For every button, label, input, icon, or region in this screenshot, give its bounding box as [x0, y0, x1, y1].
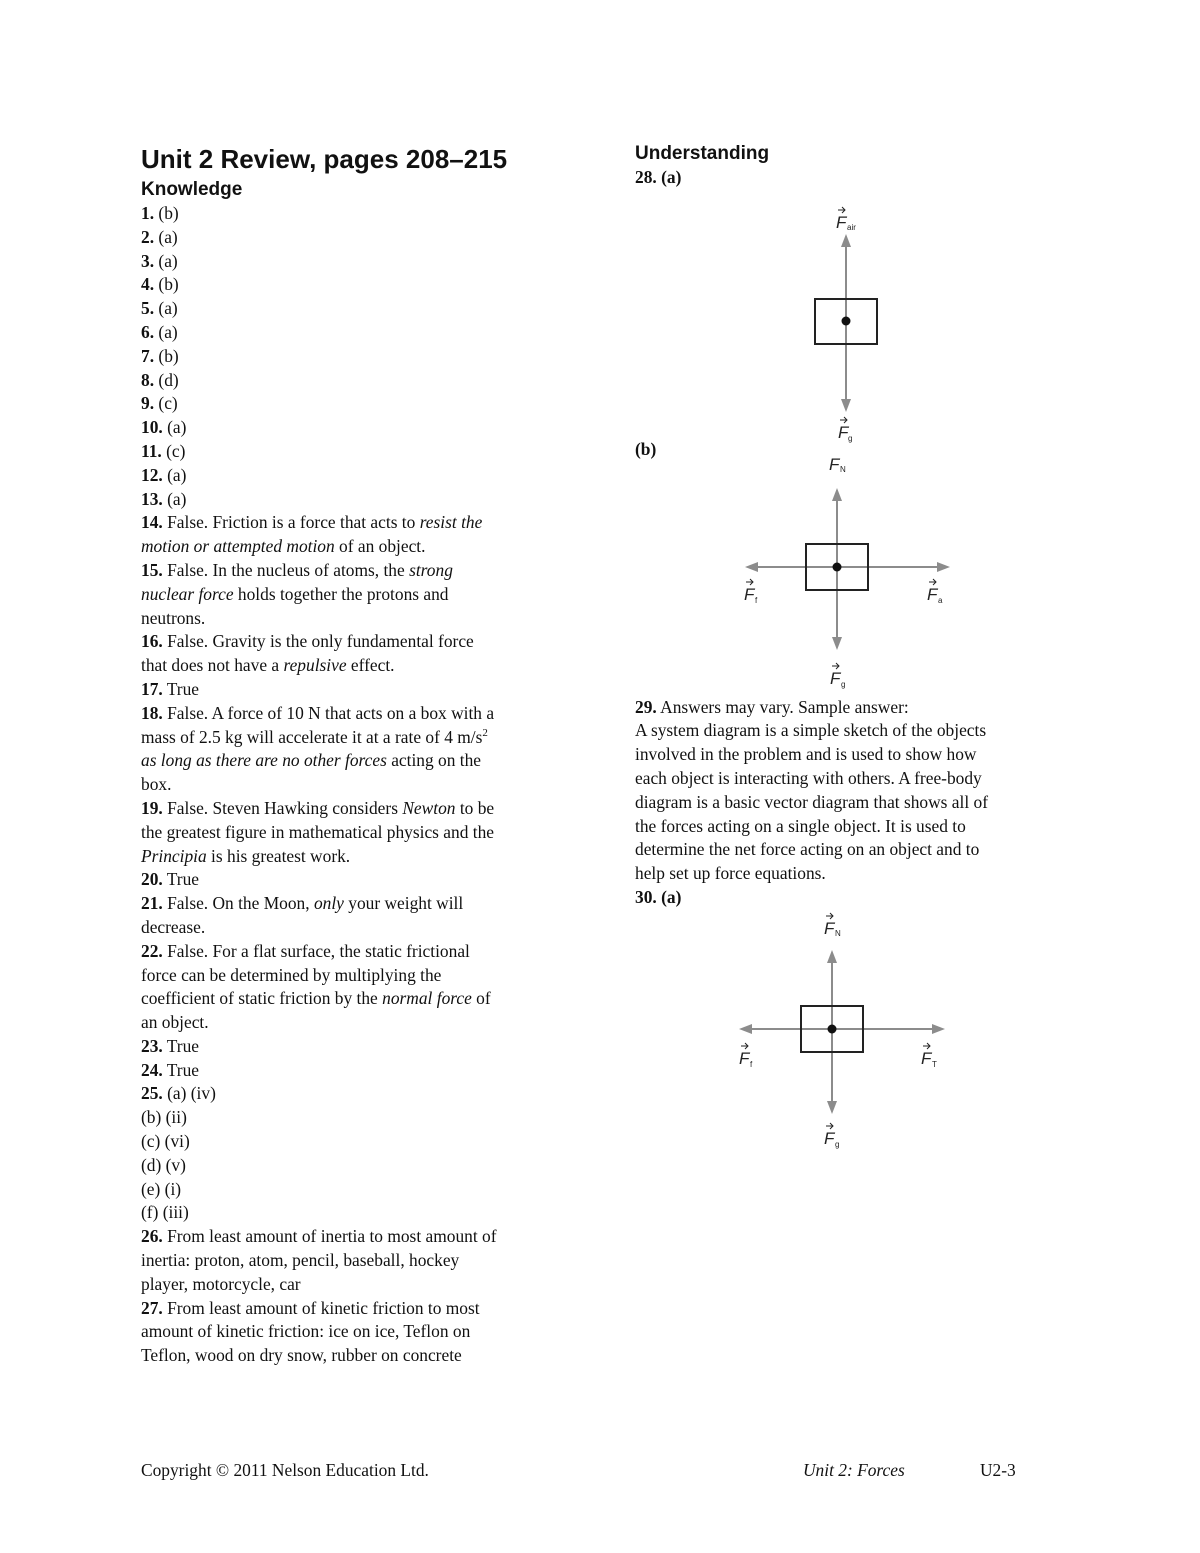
force-label-f [739, 1043, 753, 1069]
answer-line [141, 845, 571, 869]
answer-number: 15. [141, 559, 163, 580]
knowledge-answer [141, 464, 571, 488]
answer-text: decrease. [141, 916, 206, 937]
answer-number: 29. [635, 696, 657, 717]
superscript: 2 [482, 726, 488, 739]
answer-text: Newton [402, 797, 456, 818]
force-symbol: F [824, 918, 835, 938]
answer-text: repulsive [283, 655, 347, 676]
answer-text: (c) [158, 393, 178, 414]
answer-text: (a) [167, 464, 187, 485]
answer-text: of [471, 988, 491, 1009]
force-subscript: g [835, 1139, 840, 1149]
answer-29-line: A system diagram is a simple sketch of the objects [635, 720, 987, 741]
answer-number: 28. [635, 167, 657, 187]
answer-text: mass of 2.5 kg will accelerate it at a rate of 4 m/s [141, 726, 483, 747]
answer-text: (a) [167, 417, 187, 438]
answer-number: 13. [141, 488, 163, 509]
answer-text: True [162, 1035, 199, 1056]
force-symbol: F [927, 584, 938, 604]
answer-number: 23. [141, 1035, 163, 1056]
answer-28-a-label [635, 166, 1065, 190]
answer-number: 26. [141, 1226, 163, 1247]
answer-number: 7. [141, 345, 155, 366]
answer-25 [141, 1082, 571, 1225]
answer-line [141, 987, 571, 1011]
arrow-right [832, 1024, 945, 1034]
answer-line [141, 654, 571, 678]
answer-25-line: (b) (ii) [141, 1107, 187, 1128]
answer-text: (a) [158, 321, 178, 342]
answer-29 [635, 696, 1065, 886]
part-label: (a) [661, 167, 682, 187]
answer-27-line: Teflon, wood on dry snow, rubber on concrete [141, 1345, 462, 1366]
object-point [833, 562, 842, 571]
answer-line [141, 1035, 571, 1059]
answer-text: force can be determined by multiplying the [141, 964, 442, 985]
answer-25-line: (d) (v) [141, 1154, 186, 1175]
answer-15 [141, 559, 571, 630]
force-subscript: f [755, 595, 758, 605]
answer-19 [141, 797, 571, 868]
force-symbol: F [838, 422, 849, 442]
answer-text: to be [455, 797, 495, 818]
answer-line [141, 702, 571, 726]
answer-text: From least amount of inertia to most amount of [162, 1226, 497, 1247]
free-body-diagram-28b [635, 454, 1065, 696]
force-symbol: F [830, 668, 841, 688]
answer-text: False. On the Moon, [162, 893, 314, 914]
answer-number: 24. [141, 1059, 163, 1080]
footer-unit: Unit 2: Forces [803, 1460, 905, 1480]
answer-number: 12. [141, 464, 163, 485]
knowledge-answer [141, 250, 571, 274]
force-subscript: T [932, 1059, 937, 1069]
free-body-diagram-28a [635, 190, 1065, 443]
answer-25-line: (f) (iii) [141, 1202, 189, 1223]
answer-number: 16. [141, 631, 163, 652]
arrow-down [841, 321, 851, 412]
answer-text: resist the [419, 512, 483, 533]
answer-25-line [141, 1082, 571, 1106]
force-label-air [836, 207, 856, 232]
knowledge-answer [141, 273, 571, 297]
answer-29-line [635, 696, 1065, 720]
answer-line [141, 630, 571, 654]
answer-number: 4. [141, 274, 155, 295]
answer-27-line [141, 1297, 571, 1321]
answer-text: (b) [158, 274, 179, 295]
answer-line [141, 868, 571, 892]
page-title: Unit 2 Review, pages 208–215 [141, 144, 508, 174]
answer-29-line: each object is interacting with others. A free-body [635, 767, 982, 788]
answer-text: False. A force of 10 N that acts on a box with a [162, 702, 495, 723]
force-symbol: F [824, 1128, 835, 1148]
answer-text: False. Friction is a force that acts to [162, 512, 420, 533]
answer-text: the greatest figure in mathematical physics and the [141, 821, 495, 842]
answer-line [141, 726, 571, 750]
answer-line [141, 1059, 571, 1083]
knowledge-answer [141, 392, 571, 416]
answer-text: an object. [141, 1012, 209, 1033]
answer-text: From least amount of kinetic friction to most [162, 1297, 480, 1318]
true-false-answer-list [141, 511, 571, 1082]
answer-text: strong [409, 559, 453, 580]
answer-text: is his greatest work. [206, 845, 351, 866]
answer-17 [141, 678, 571, 702]
force-symbol: F [739, 1048, 750, 1068]
free-body-diagram-30a [635, 910, 1065, 1165]
force-symbol: F [829, 454, 840, 474]
answer-number: 11. [141, 440, 162, 461]
answer-number: 3. [141, 250, 155, 271]
knowledge-answer [141, 416, 571, 440]
force-label-g [824, 1123, 839, 1149]
force-subscript: a [938, 595, 943, 605]
answer-number: 2. [141, 226, 155, 247]
answer-text: acting on the [386, 750, 482, 771]
answer-29-line: help set up force equations. [635, 863, 826, 884]
answer-text: (a) [167, 488, 187, 509]
arrow-up [827, 950, 837, 1029]
answer-text: of an object. [334, 536, 426, 557]
answer-text: neutrons. [141, 607, 206, 628]
object-point [842, 316, 851, 325]
answer-26 [141, 1225, 571, 1296]
force-subscript: g [848, 433, 853, 443]
knowledge-answer [141, 297, 571, 321]
answer-number: 9. [141, 393, 155, 414]
right-column [635, 142, 1065, 1165]
knowledge-answer-list [141, 202, 571, 511]
answer-text: coefficient of static friction by the [141, 988, 383, 1009]
answer-25-line: (e) (i) [141, 1178, 182, 1199]
answer-text: False. Steven Hawking considers [162, 797, 403, 818]
force-subscript: N [840, 464, 846, 474]
force-label-N [824, 913, 841, 938]
answer-text: (a) [158, 226, 178, 247]
answer-27 [141, 1297, 571, 1368]
answer-text: Answers may vary. Sample answer: [656, 696, 909, 717]
answer-23 [141, 1035, 571, 1059]
force-label-g [830, 663, 845, 689]
answer-line [141, 1011, 571, 1035]
answer-text: normal force [382, 988, 472, 1009]
answer-text: (a) [158, 250, 178, 271]
answer-number: 25. [141, 1083, 163, 1104]
answer-text: Principia [141, 845, 207, 866]
answer-line [141, 511, 571, 535]
arrow-left [739, 1024, 832, 1034]
knowledge-answer [141, 369, 571, 393]
answer-line [141, 559, 571, 583]
answer-number: 20. [141, 869, 163, 890]
answer-line [141, 916, 571, 940]
answer-text: box. [141, 774, 172, 795]
answer-number: 22. [141, 940, 163, 961]
answer-25-line: (c) (vi) [141, 1131, 190, 1152]
answer-line [141, 797, 571, 821]
answer-text: True [162, 1059, 199, 1080]
answer-text: that does not have a [141, 655, 284, 676]
answer-29-line: diagram is a basic vector diagram that shows all of [635, 791, 989, 812]
arrow-left [745, 562, 837, 572]
force-subscript: N [835, 928, 841, 938]
part-label: (a) [661, 886, 682, 907]
answer-line [141, 749, 571, 773]
answer-14 [141, 511, 571, 559]
answer-number: 1. [141, 203, 155, 223]
answer-line [141, 607, 571, 631]
answer-text: False. In the nucleus of atoms, the [162, 559, 410, 580]
answer-line [141, 892, 571, 916]
answer-text: (a) (iv) [162, 1083, 216, 1104]
answer-number: 21. [141, 893, 163, 914]
arrow-down [832, 567, 842, 650]
knowledge-answer [141, 345, 571, 369]
answer-text: (d) [158, 369, 179, 390]
force-label-a [927, 579, 943, 605]
answer-text: only [313, 893, 344, 914]
answer-26-line [141, 1225, 571, 1249]
answer-line [141, 940, 571, 964]
answer-number: 8. [141, 369, 155, 390]
answer-number: 10. [141, 417, 163, 438]
force-symbol: F [744, 584, 755, 604]
answer-text: False. For a flat surface, the static frictional [162, 940, 470, 961]
answer-line [141, 678, 571, 702]
force-subscript: g [841, 679, 846, 689]
left-column [141, 178, 571, 1368]
understanding-heading: Understanding [635, 143, 770, 164]
answer-text: effect. [346, 655, 395, 676]
answer-text: (c) [166, 440, 186, 461]
footer-page-number: U2-3 [980, 1460, 1016, 1480]
footer-copyright: Copyright © 2011 Nelson Education Ltd. [141, 1460, 429, 1480]
force-subscript: f [750, 1059, 753, 1069]
object-point [828, 1024, 837, 1033]
answer-21 [141, 892, 571, 940]
answer-line [141, 773, 571, 797]
arrow-down [827, 1029, 837, 1114]
knowledge-heading: Knowledge [141, 179, 243, 200]
answer-text: (b) [158, 345, 179, 366]
answer-text: True [162, 869, 199, 890]
answer-number: 19. [141, 797, 163, 818]
answer-text: (a) [158, 298, 178, 319]
answer-22 [141, 940, 571, 1035]
force-label-f [744, 579, 758, 605]
answer-29-line: determine the net force acting on an object and to [635, 839, 980, 860]
force-symbol: F [921, 1048, 932, 1068]
arrow-right [837, 562, 950, 572]
answer-29-line: involved in the problem and is used to show how [635, 744, 977, 765]
answer-text: (b) [158, 203, 179, 223]
knowledge-answer [141, 440, 571, 464]
knowledge-answer [141, 202, 571, 226]
answer-line [141, 583, 571, 607]
knowledge-answer [141, 488, 571, 512]
answer-line [141, 964, 571, 988]
answer-text: holds together the protons and [233, 583, 449, 604]
answer-26-line: player, motorcycle, car [141, 1273, 301, 1294]
answer-number: 5. [141, 298, 155, 319]
answer-number: 30. [635, 886, 657, 907]
answer-27-line: amount of kinetic friction: ice on ice, Teflon on [141, 1321, 471, 1342]
force-symbol: F [836, 212, 847, 232]
answer-number: 27. [141, 1297, 163, 1318]
answer-text: motion or attempted motion [141, 536, 335, 557]
answer-number: 17. [141, 678, 163, 699]
answer-text: nuclear force [141, 583, 234, 604]
answer-18 [141, 702, 571, 797]
answer-20 [141, 868, 571, 892]
answer-29-line: the forces acting on a single object. It is used to [635, 815, 966, 836]
answer-16 [141, 630, 571, 678]
answer-text: as long as there are no other forces [141, 750, 387, 771]
answer-text: False. Gravity is the only fundamental force [162, 631, 474, 652]
force-label-g [838, 417, 852, 443]
answer-number: 18. [141, 702, 163, 723]
force-label-N [829, 455, 846, 474]
knowledge-answer [141, 321, 571, 345]
force-subscript: air [847, 222, 856, 232]
part-label: (b) [635, 438, 657, 459]
answer-26-line: inertia: proton, atom, pencil, baseball, hockey [141, 1250, 460, 1271]
knowledge-answer [141, 226, 571, 250]
answer-line [141, 821, 571, 845]
arrow-up [832, 488, 842, 567]
answer-30-a-label [635, 886, 1065, 910]
answer-number: 6. [141, 321, 155, 342]
force-label-T [921, 1043, 937, 1069]
answer-text: True [162, 678, 199, 699]
arrow-up [841, 234, 851, 321]
answer-line [141, 535, 571, 559]
answer-text: your weight will [343, 893, 464, 914]
answer-24 [141, 1059, 571, 1083]
answer-number: 14. [141, 512, 163, 533]
